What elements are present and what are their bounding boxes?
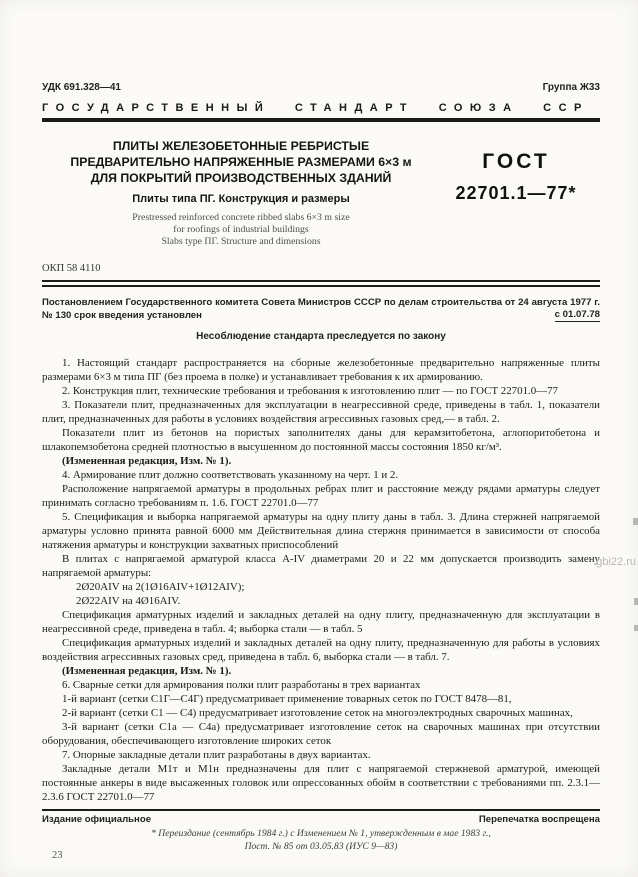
meta-row — [42, 82, 600, 93]
body-paragraph: 5. Спецификация и выборка напрягаемой арматуры на одну плиту даны в табл. 3. Длина стержней напрягаемой арматуры условно принята равной 6000 мм Действительная длина стержня принимается в зависимости от способа натяжения арматуры и конструкции захватных приспособлений — [42, 511, 600, 551]
group-code: Группа Ж33 — [542, 82, 600, 93]
body-paragraph: Спецификация арматурных изделий и закладных деталей на одну плиту, предназначенную для работы в условиях воздействия агрессивных газовых сред, приведена в табл. 6, выборка стали — в табл. 7. — [42, 637, 600, 663]
body-paragraph: 2. Конструкция плит, технические требования и требования к изготовлению плит — по ГОСТ 22701.0—77 — [62, 385, 558, 397]
body-paragraph: 7. Опорные закладные детали плит разработаны в двух вариантах. — [62, 749, 371, 761]
body-paragraph: Закладные детали М1т и М1н предназначены для плит с напрягаемой стержневой арматурой, имеющей постоянные анкеры в виде высаженных головок или опрессованных обойм в соответствии с требованиями пп. 2.3.1—2.3.6 ГОСТ 22701.0—77 — [42, 763, 600, 803]
footer-rule — [42, 809, 600, 811]
body-paragraph: 1. Настоящий стандарт распространяется на сборные железобетонные предварительно напряженные плиты размерами 6×3 м типа ПГ (без проема в полке) и устанавливает требования к их армированию. — [42, 357, 600, 383]
okp-code: ОКП 58 4110 — [42, 263, 101, 274]
english-title — [56, 212, 426, 248]
body-paragraph: 4. Армирование плит должно соответствовать указанному на черт. 1 и 2. — [62, 469, 399, 481]
revision-footnote — [42, 828, 600, 853]
english-line-3: Slabs type ПГ. Structure and dimensions — [161, 236, 321, 247]
body-paragraphs — [42, 356, 600, 804]
org-title: ГОСУДАРСТВЕННЫЙ СТАНДАРТ СОЮЗА ССР — [42, 102, 589, 114]
english-line-2: for roofings of industrial buildings — [173, 224, 309, 235]
reprint-prohibited-label: Перепечатка воспрещена — [478, 814, 600, 825]
footnote-line-1: * Переиздание (сентябрь 1984 г.) с Изменением № 1, утвержденным в мае 1983 г., — [151, 828, 491, 839]
body-paragraph: Спецификация арматурных изделий и закладных деталей на одну плиту, предназначенную для эксплуатации в неагрессивной среде, приведена в табл. 4; выборка стали — в табл. 5 — [42, 609, 600, 635]
gost-label: ГОСТ — [482, 150, 550, 173]
footer-row — [42, 814, 600, 825]
body-paragraph: В плитах с напрягаемой арматурой класса А-IV диаметрами 20 и 22 мм допускается производить замену напрягаемой арматуры: — [42, 553, 600, 579]
scan-artifact — [634, 598, 638, 605]
title-line-1: ПЛИТЫ ЖЕЛЕЗОБЕТОННЫЕ РЕБРИСТЫЕ — [112, 139, 370, 153]
body-paragraph: 3-й вариант (сетки С1а — С4а) предусматривает изготовление сеток на сварочных машинах при отсутствии оборудования, обеспечивающего изготовление широких сеток — [42, 721, 600, 747]
document-subtitle: Плиты типа ПГ. Конструкция и размеры — [132, 193, 350, 205]
scan-artifact — [633, 518, 638, 525]
official-edition-label: Издание официальное — [42, 814, 152, 825]
body-paragraph: (Измененная редакция, Изм. № 1). — [62, 455, 232, 467]
document-title — [56, 138, 426, 186]
decree-block — [42, 296, 600, 322]
footnote-line-2: Пост. № 85 от 03.05.83 (ИУС 9—83) — [244, 840, 398, 852]
decree-text: Постановлением Государственного комитета Совета Министров СССР по делам строительства от 24 августа 1977 г. № 130 срок введения установлен — [42, 297, 600, 321]
title-line-3: ДЛЯ ПОКРЫТИЙ ПРОИЗВОДСТВЕННЫХ ЗДАНИЙ — [90, 171, 392, 185]
title-line-2: ПРЕДВАРИТЕЛЬНО НАПРЯЖЕННЫЕ РАЗМЕРАМИ 6×3 м — [70, 155, 412, 169]
title-section — [42, 138, 600, 248]
body-paragraph: Показатели плит из бетонов на пористых заполнителях даны для керамзитобетона, аглопоритобетона и шлакопемзобетона средней плотностью в высушенном до постоянной массы состояния 1850 кг/м³. — [42, 427, 600, 453]
page-number: 23 — [52, 850, 63, 861]
body-paragraph: 3. Показатели плит, предназначенных для эксплуатации в неагрессивной среде, приведены в табл. 1, показатели плит, предназначенных для работы в условиях воздействия агрессивных газовых сред,— в табл. 2. — [42, 399, 600, 425]
body-paragraph: 2-й вариант (сетки С1 — С4) предусматривает изготовление сеток на многоэлектродных сварочных машинах, — [62, 707, 573, 719]
double-rule — [42, 280, 600, 287]
body-paragraph: (Измененная редакция, Изм. № 1). — [62, 665, 232, 677]
scan-artifact — [634, 625, 638, 631]
gost-number: 22701.1—77* — [455, 183, 577, 203]
body-paragraph: 2Ø20AIV на 2(1Ø16AIV+1Ø12AIV); — [76, 581, 245, 593]
gost-designation — [432, 138, 600, 248]
body-paragraph: 2Ø22AIV на 4Ø16AIV. — [76, 595, 181, 607]
udk-code: УДК 691.328—41 — [42, 82, 121, 93]
watermark: gbi22.ru — [596, 556, 636, 568]
title-block — [42, 138, 432, 248]
body-paragraph: 1-й вариант (сетки С1Г—С4Г) предусматривает применение товарных сеток по ГОСТ 8478—81, — [62, 693, 512, 705]
body-paragraph: Расположение напрягаемой арматуры в продольных ребрах плит и расстояние между рядами арматуры следует принимать согласно требованиям п. 1.6. ГОСТ 22701.0—77 — [42, 483, 600, 509]
header-rule — [42, 118, 600, 122]
body-paragraph: 6. Сварные сетки для армирования полки плит разработаны в трех вариантах — [62, 679, 421, 691]
law-notice: Несоблюдение стандарта преследуется по закону — [196, 331, 446, 342]
page-content — [42, 0, 600, 853]
effective-date: с 01.07.78 — [554, 309, 600, 320]
english-line-1: Prestressed reinforced concrete ribbed slabs 6×3 m size — [132, 212, 350, 223]
